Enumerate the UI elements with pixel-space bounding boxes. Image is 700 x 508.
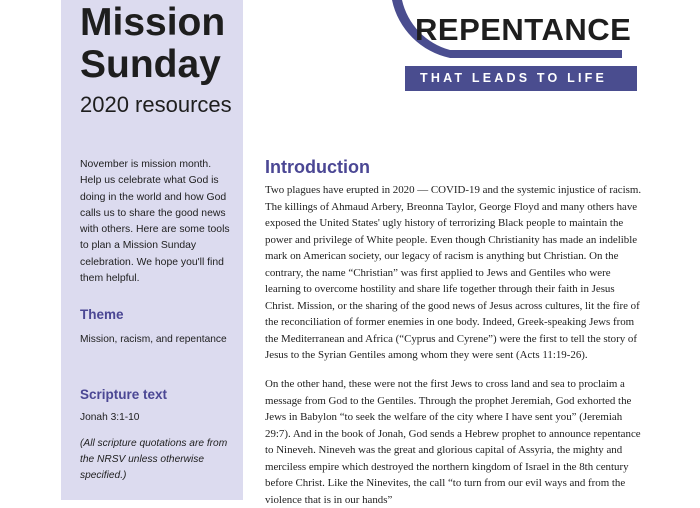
scripture-note: (All scripture quotations are from the NRSV unless otherwise specified.) [80, 438, 228, 481]
sidebar-subtitle: 2020 resources [80, 92, 232, 117]
sidebar-title [80, 2, 225, 86]
banner-title: REPENTANCE [415, 12, 632, 47]
scripture-heading: Scripture text [80, 387, 168, 402]
theme-text: Mission, racism, and repentance [80, 334, 227, 345]
introduction-paragraph-2: On the other hand, these were not the first Jews to cross land and sea to proclaim a message from God to the Gentiles. Through the prophet Jeremiah, God exhorted the Jews in Babylon “to seek the welfare of the city where I have sent you” (Jeremiah 29:7). And in the book of Jonah, God sends a Hebrew prophet to announce repentance to Nineveh. Nineveh was the great and glorious capital of Assyria, the mighty and merciless empire which destroyed the northern kingdom of Israel in the 8th century before Christ. Like the Ninevites, the call “to turn from our evil ways and from the violence that is in our hands” [265, 378, 641, 506]
introduction-heading: Introduction [265, 157, 370, 177]
theme-heading: Theme [80, 307, 124, 322]
scripture-reference: Jonah 3:1-10 [80, 412, 140, 423]
sidebar-title-line2: Sunday [80, 43, 221, 86]
introduction-paragraph-1: Two plagues have erupted in 2020 — COVID-19 and the systemic injustice of racism. The killings of Ahmaud Arbery, Breonna Taylor, George Floyd and many others have exposed the United States' ugly history of terrorizing Black people to maintain the power and privilege of White people. Even though Christianity has made an indelible mark on American society, our legacy of racism is anything but Christian. On the contrary, the name “Christian” was first applied to Jews and Gentiles who were learning to overcome hostility and share life together through their faith in Jesus Christ. Mission, or the sharing of the good news of Jesus across cultures, lit the fire of the reconciliation of former enemies in one body. Indeed, Greek-speaking Jews from the Mediterranean and Africa (“Cyprus and Cyrene”) were the first to tell the story of Jesus to the Syrian Gentiles among whom they were sent (Acts 11:19-26). [265, 184, 642, 361]
sidebar-title-line1: Mission [80, 1, 226, 44]
sidebar-intro: November is mission month. Help us celebrate what God is doing in the world and how God calls us to share the good news with others. Here are some tools to plan a Mission Sunday celebration. We hope you'll find them helpful. [80, 159, 230, 285]
banner-tagline: THAT LEADS TO LIFE [420, 71, 607, 85]
